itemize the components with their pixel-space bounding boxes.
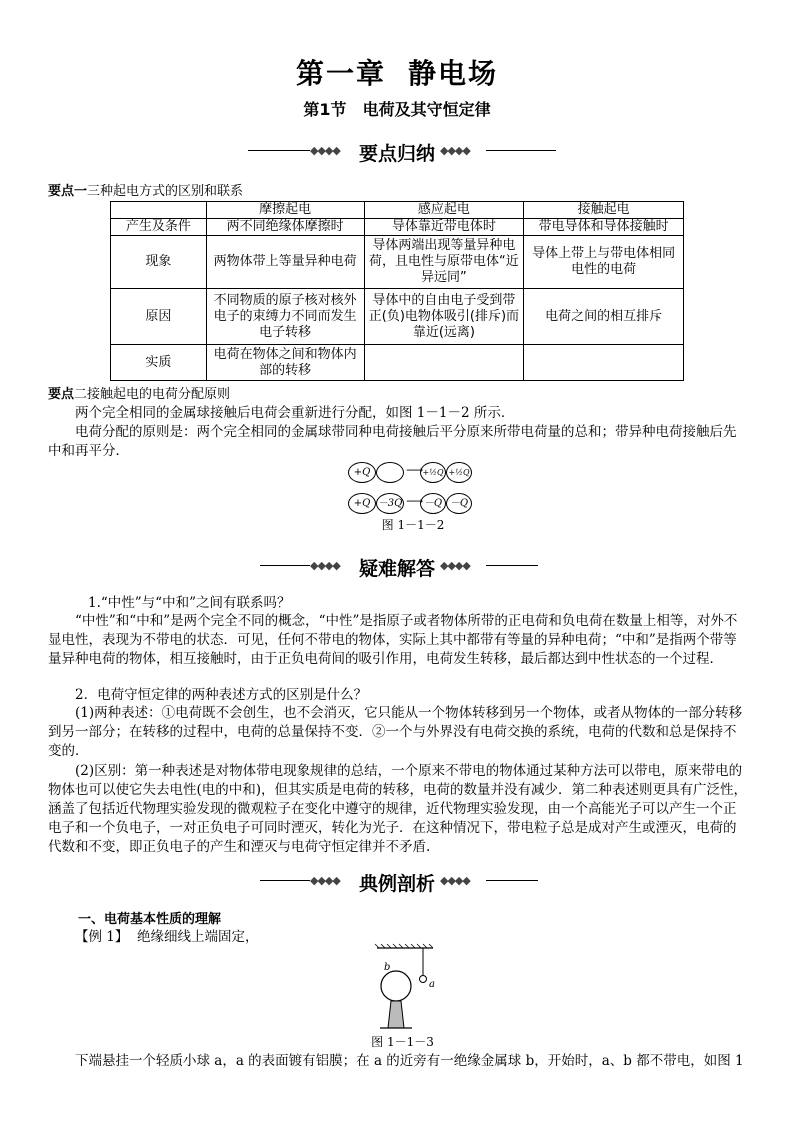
chapter-title: 第一章 静电场 (295, 57, 499, 90)
comparison-table (110, 201, 684, 381)
example-topic-heading: 一、电荷基本性质的理解 (78, 912, 222, 927)
table-row (111, 289, 684, 345)
table-cell: 导体中的自由电子受到带正(负)电物体吸引(排斥)而靠近(远离) (364, 289, 524, 345)
figure-caption: 图 1－1－2 (381, 518, 445, 532)
figure-caption: 图 1－1－3 (371, 1035, 434, 1049)
point2-heading: 要点二接触起电的电荷分配原则 (48, 387, 231, 402)
point2-paragraph-1: 两个完全相同的金属球接触后电荷会重新进行分配，如图 1－1－2 所示． (75, 405, 515, 421)
table-cell: 两物体带上等量异种电荷 (206, 236, 364, 289)
table-cell (364, 345, 524, 381)
ball-plus-q: +Q (348, 493, 376, 514)
answer-2-part-2: (2)区别：第一种表述是对物体带电现象规律的总结，一个原来不带电的物体通过某种方法可以带电，原来带电的物体也可以使它失去电性(电的中和)，但其实质是电荷的转移，电荷的数量并没有减少．第二种表述则更具有广泛性，涵盖了包括近代物理实验发现的微观粒子在变化中遵守的规律，近代物理实验发现，由一个高能光子可以产生一个正电子和一个负电子，一对正负电子可同时湮灭，转化为光子．在这种情况下，带电粒子总是成对产生或湮灭，电荷的代数和不变，即正负电子的产生和湮灭与电荷守恒定律并不矛盾. (48, 763, 748, 855)
row-label: 实质 (111, 345, 207, 381)
section-title: 第1节 电荷及其守恒定律 (303, 100, 491, 119)
table-header-cell: 摩擦起电 (206, 202, 364, 219)
table-cell: 导体靠近带电体时 (364, 219, 524, 236)
ball-neutral (376, 462, 404, 483)
arrow-icon: ⟶ (406, 494, 424, 508)
section-heading-examples: ◆◆◆◆ ◆◆◆◆ 典例剖析 (200, 869, 594, 893)
table-cell: 带电导体和导体接触时 (524, 219, 684, 236)
row-label: 现象 (111, 236, 207, 289)
ball-minus-3q: －3Q (376, 493, 404, 514)
table-cell (524, 345, 684, 381)
ball-half-q: +½Q (446, 462, 472, 483)
label-ball-a: a (429, 979, 435, 990)
table-row (111, 345, 684, 381)
figure-pendulum-setup (365, 942, 440, 1032)
ball-minus-q: －Q (446, 493, 472, 514)
question-1: 1.“中性”与“中和”之间有联系吗？ (88, 595, 291, 611)
figure-charge-distribution (348, 462, 478, 522)
section-heading-difficulties: ◆◆◆◆ ◆◆◆◆ 疑难解答 (200, 554, 594, 578)
table-row (111, 236, 684, 289)
row-label: 产生及条件 (111, 219, 207, 236)
answer-2-part-1: (1)两种表述：①电荷既不会创生，也不会消灭，它只能从一个物体转移到另一个物体，或者从物体的一部分转移到另一部分；在转移的过程中，电荷的总量保持不变．②一个与外界没有电荷交换的系统，电荷的代数和总是保持不变的． (48, 705, 743, 759)
point2-paragraph-2: 电荷分配的原则是：两个完全相同的金属球带同种电荷接触后平分原来所带电荷量的总和；带异种电荷接触后先中和再平分． (48, 424, 737, 459)
ball-half-q: +½Q (420, 462, 446, 483)
example-1-continuation: 下端悬挂一个轻质小球 a，a 的表面镀有铝膜；在 a 的近旁有一绝缘金属球 b，开始时，a、b 都不带电，如图 1 (75, 1053, 744, 1069)
point1-heading: 要点一三种起电方式的区别和联系 (48, 184, 244, 199)
table-cell: 导体两端出现等量异种电荷，且电性与原带电体“近异远同” (364, 236, 524, 289)
table-row (111, 219, 684, 236)
arrow-icon: ⟶ (406, 463, 424, 477)
table-cell: 两不同绝缘体摩擦时 (206, 219, 364, 236)
table-cell: 电荷在物体之间和物体内部的转移 (206, 345, 364, 381)
row-label: 原因 (111, 289, 207, 345)
ball-plus-q: +Q (348, 462, 376, 483)
section-heading-key-points: ◆◆◆◆ ◆◆◆◆ 要点归纳 (200, 139, 594, 163)
table-cell: 电荷之间的相互排斥 (524, 289, 684, 345)
table-cell: 不同物质的原子核对核外电子的束缚力不同而发生电子转移 (206, 289, 364, 345)
table-cell: 导体上带上与带电体相同电性的电荷 (524, 236, 684, 289)
answer-1: “中性”和“中和”是两个完全不同的概念，“中性”是指原子或者物体所带的正电荷和负电荷在数量上相等，对外不显电性，表现为不带电的状态．可见，任何不带电的物体，实际上其中都带有等量的异种电荷；“中和”是指两个带等量异种电荷的物体，相互接触时，由于正负电荷间的吸引作用，电荷发生转移，最后都达到中性状态的一个过程． (48, 613, 738, 667)
table-header-row (111, 202, 684, 219)
label-ball-b: b (384, 962, 391, 973)
question-2: 2．电荷守恒定律的两种表述方式的区别是什么？ (75, 687, 368, 703)
example-1-intro: 【例 1】 绝缘细线上端固定， (75, 929, 259, 945)
ball-minus-q: －Q (420, 493, 446, 514)
table-header-cell: 感应起电 (364, 202, 524, 219)
table-header-cell (111, 202, 207, 219)
table-header-cell: 接触起电 (524, 202, 684, 219)
